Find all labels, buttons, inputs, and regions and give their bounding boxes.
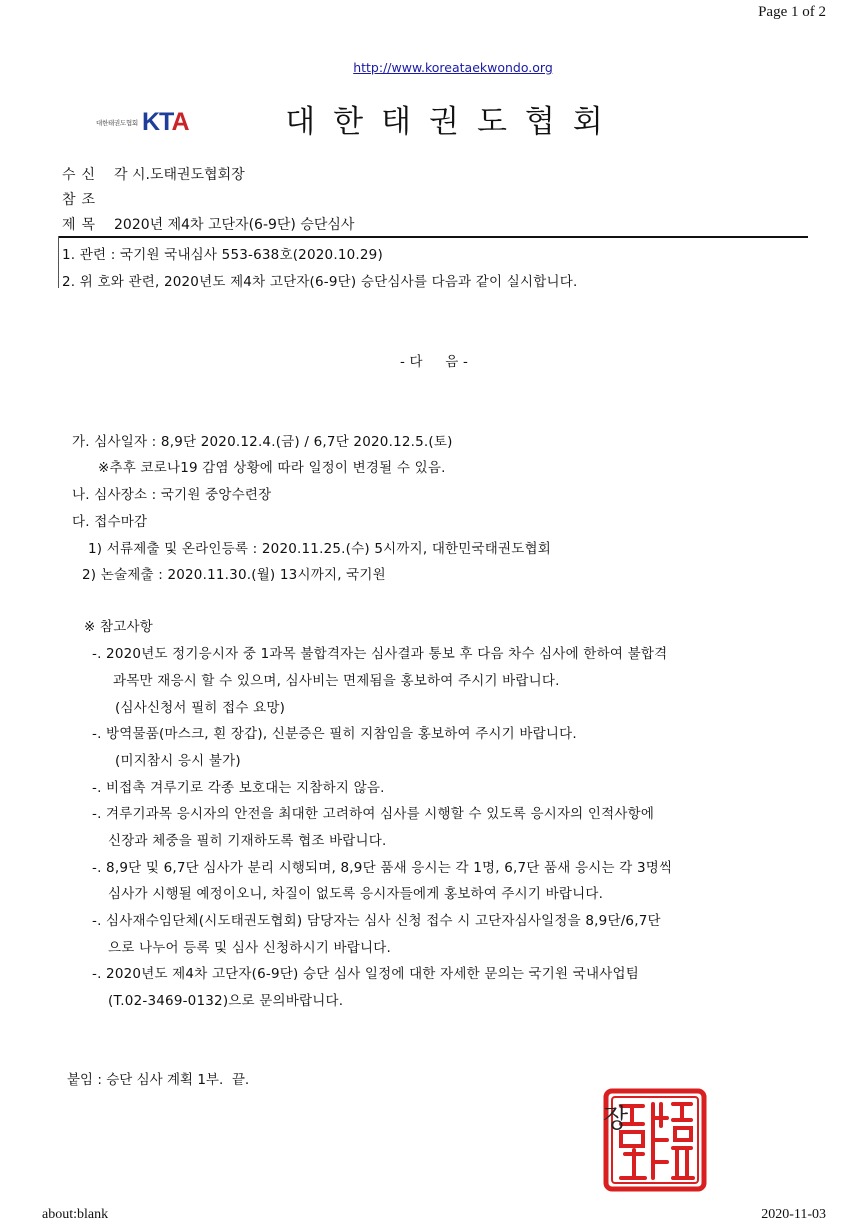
- note-line: -. 겨루기과목 응시자의 안전을 최대한 고려하여 심사를 시행할 수 있도록 응시자의 인적사항에: [92, 806, 655, 822]
- footer-date: 2020-11-03: [761, 1207, 826, 1222]
- detail-exam-date: 가. 심사일자 : 8,9단 2020.12.4.(금) / 6,7단 2020.12.5.(토): [72, 434, 453, 450]
- footer-url: about:blank: [42, 1207, 109, 1222]
- recipient-value: 각 시.도태권도협회장: [114, 167, 245, 183]
- section-heading: - 다 음 -: [399, 354, 469, 370]
- detail-deadline-essay: 2) 논술제출 : 2020.11.30.(월) 13시까지, 국기원: [82, 567, 386, 583]
- note-line: (심사신청서 필히 접수 요망): [115, 700, 286, 716]
- org-title: 대한태권도협회: [285, 104, 621, 140]
- header-divider: [58, 236, 808, 238]
- logo-small-text: 대한태권도협회: [96, 119, 138, 127]
- note-line: 으로 나누어 등록 및 심사 신청하시기 바랍니다.: [108, 940, 392, 956]
- note-line: -. 심사재수임단체(시도태권도협회) 담당자는 심사 신청 접수 시 고단자심사일정을 8,9단/6,7단: [92, 913, 661, 929]
- note-line: 과목만 재응시 할 수 있으며, 심사비는 면제됨을 홍보하여 주시기 바랍니다.: [113, 673, 560, 689]
- intro-line-1: 1. 관련 : 국기원 국내심사 553-638호(2020.10.29): [62, 247, 383, 263]
- note-line: -. 8,9단 및 6,7단 심사가 분리 시행되며, 8,9단 품새 응시는 각 1명, 6,7단 품새 응시는 각 3명씩: [92, 860, 673, 876]
- detail-deadline-docs: 1) 서류제출 및 온라인등록 : 2020.11.25.(수) 5시까지, 대한민국태권도협회: [88, 541, 551, 557]
- detail-covid-note: ※추후 코로나19 감염 상황에 따라 일정이 변경될 수 있음.: [98, 460, 446, 476]
- note-line: -. 비접촉 겨루기로 각종 보호대는 지참하지 않음.: [92, 780, 385, 796]
- intro-left-border: [58, 236, 59, 288]
- note-line: 심사가 시행될 예정이오니, 차질이 없도록 응시자들에게 홍보하여 주시기 바랍니다.: [108, 886, 604, 902]
- subject-label: 제목: [62, 217, 102, 233]
- detail-exam-place: 나. 심사장소 : 국기원 중앙수련장: [72, 487, 272, 503]
- website-link[interactable]: http://www.koreataekwondo.org: [353, 60, 553, 75]
- note-line: -. 2020년도 제4차 고단자(6-9단) 승단 심사 일정에 대한 자세한 문의는 국기원 국내사업팀: [92, 966, 639, 982]
- logo-brand-text: KTA: [142, 108, 189, 136]
- seal-title-char: 장: [603, 1104, 629, 1134]
- subject-value: 2020년 제4차 고단자(6-9단) 승단심사: [114, 217, 355, 233]
- reference-label: 참조: [62, 192, 102, 208]
- notes-heading: ※ 참고사항: [84, 619, 153, 635]
- note-line: (미지참시 응시 불가): [115, 753, 241, 769]
- note-line: -. 방역물품(마스크, 흰 장갑), 신분증은 필히 지참임을 홍보하여 주시기 바랍니다.: [92, 726, 577, 742]
- intro-line-2: 2. 위 호와 관련, 2020년도 제4차 고단자(6-9단) 승단심사를 다음과 같이 실시합니다.: [62, 274, 578, 290]
- page-number: Page 1 of 2: [758, 4, 826, 20]
- note-line: -. 2020년도 정기응시자 중 1과목 불합격자는 심사결과 통보 후 다음 차수 심사에 한하여 불합격: [92, 646, 668, 662]
- note-line: 신장과 체중을 필히 기재하도록 협조 바랍니다.: [108, 833, 387, 849]
- note-line: (T.02-3469-0132)으로 문의바랍니다.: [108, 993, 344, 1009]
- recipient-label: 수신: [62, 167, 102, 183]
- detail-deadline: 다. 접수마감: [72, 514, 148, 530]
- attachment-note: 붙임 : 승단 심사 계획 1부. 끝.: [67, 1072, 250, 1088]
